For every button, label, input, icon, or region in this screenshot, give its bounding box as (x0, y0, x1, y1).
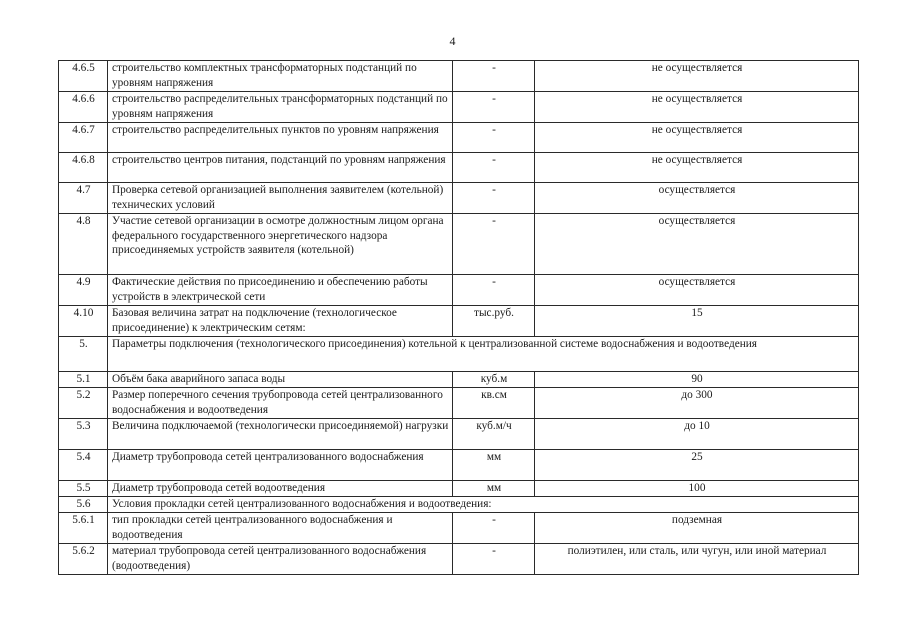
table-row (59, 183, 859, 214)
row-description: Участие сетевой организации в осмотре должностным лицом органа федерального государственного энергетического надзора присоединяемых устройств заявителя (котельной) (108, 214, 453, 275)
row-description: Размер поперечного сечения трубопровода сетей централизованного водоснабжения и водоотведения (108, 388, 453, 419)
row-unit: - (453, 214, 535, 275)
row-description: тип прокладки сетей централизованного водоснабжения и водоотведения (108, 513, 453, 544)
section-header-row (59, 337, 859, 372)
row-number: 4.6.5 (59, 61, 108, 92)
table-row (59, 544, 859, 575)
table-row (59, 419, 859, 450)
row-value: подземная (535, 513, 859, 544)
row-description: строительство распределительных трансформаторных подстанций по уровням напряжения (108, 92, 453, 123)
table-row (59, 61, 859, 92)
row-description: Диаметр трубопровода сетей водоотведения (108, 481, 453, 497)
table-row (59, 92, 859, 123)
row-description: Базовая величина затрат на подключение (технологическое присоединение) к электрическим сетям: (108, 306, 453, 337)
row-value: не осуществляется (535, 61, 859, 92)
section-heading: Параметры подключения (технологического присоединения) котельной к централизованной системе водоснабжения и водоотведения (108, 337, 859, 372)
row-description: Диаметр трубопровода сетей централизованного водоснабжения (108, 450, 453, 481)
row-number: 4.6.6 (59, 92, 108, 123)
row-description: строительство распределительных пунктов по уровням напряжения (108, 123, 453, 153)
row-description: Объём бака аварийного запаса воды (108, 372, 453, 388)
row-unit: кв.см (453, 388, 535, 419)
table-row (59, 388, 859, 419)
row-unit: - (453, 183, 535, 214)
table-row (59, 275, 859, 306)
row-unit: - (453, 92, 535, 123)
row-value: 15 (535, 306, 859, 337)
row-number: 5.6.1 (59, 513, 108, 544)
row-description: Фактические действия по присоединению и обеспечению работы устройств в электрической сети (108, 275, 453, 306)
table-row (59, 481, 859, 497)
row-value: полиэтилен, или сталь, или чугун, или иной материал (535, 544, 859, 575)
row-unit: куб.м/ч (453, 419, 535, 450)
table-row (59, 372, 859, 388)
row-unit: - (453, 153, 535, 183)
row-number: 4.10 (59, 306, 108, 337)
table-row (59, 123, 859, 153)
page-number: 4 (449, 34, 456, 48)
parameters-table (58, 60, 859, 575)
row-unit: мм (453, 481, 535, 497)
row-value: не осуществляется (535, 92, 859, 123)
row-description: Величина подключаемой (технологически присоединяемой) нагрузки (108, 419, 453, 450)
table-row (59, 153, 859, 183)
table-row (59, 214, 859, 275)
row-number: 4.6.8 (59, 153, 108, 183)
row-number: 4.7 (59, 183, 108, 214)
row-number: 5.6.2 (59, 544, 108, 575)
row-number: 5.3 (59, 419, 108, 450)
row-description: Проверка сетевой организацией выполнения заявителем (котельной) технических условий (108, 183, 453, 214)
row-unit: - (453, 123, 535, 153)
row-value: 25 (535, 450, 859, 481)
row-description: строительство комплектных трансформаторных подстанций по уровням напряжения (108, 61, 453, 92)
row-number: 4.8 (59, 214, 108, 275)
row-value: осуществляется (535, 214, 859, 275)
row-value: 90 (535, 372, 859, 388)
row-description: строительство центров питания, подстанций по уровням напряжения (108, 153, 453, 183)
row-value: осуществляется (535, 275, 859, 306)
row-unit: - (453, 61, 535, 92)
row-unit: - (453, 544, 535, 575)
section-header-row (59, 497, 859, 513)
row-value: не осуществляется (535, 123, 859, 153)
row-number: 5.2 (59, 388, 108, 419)
row-unit: - (453, 513, 535, 544)
row-unit: мм (453, 450, 535, 481)
row-number: 5. (59, 337, 108, 372)
row-value: до 10 (535, 419, 859, 450)
row-value: до 300 (535, 388, 859, 419)
row-unit: - (453, 275, 535, 306)
table-row (59, 450, 859, 481)
row-value: 100 (535, 481, 859, 497)
table-row (59, 513, 859, 544)
row-number: 5.1 (59, 372, 108, 388)
row-unit: куб.м (453, 372, 535, 388)
row-number: 5.4 (59, 450, 108, 481)
row-number: 5.6 (59, 497, 108, 513)
section-heading: Условия прокладки сетей централизованного водоснабжения и водоотведения: (108, 497, 859, 513)
row-unit: тыс.руб. (453, 306, 535, 337)
row-number: 4.6.7 (59, 123, 108, 153)
row-number: 4.9 (59, 275, 108, 306)
row-description: материал трубопровода сетей централизованного водоснабжения (водоотведения) (108, 544, 453, 575)
table-row (59, 306, 859, 337)
row-value: осуществляется (535, 183, 859, 214)
row-number: 5.5 (59, 481, 108, 497)
row-value: не осуществляется (535, 153, 859, 183)
